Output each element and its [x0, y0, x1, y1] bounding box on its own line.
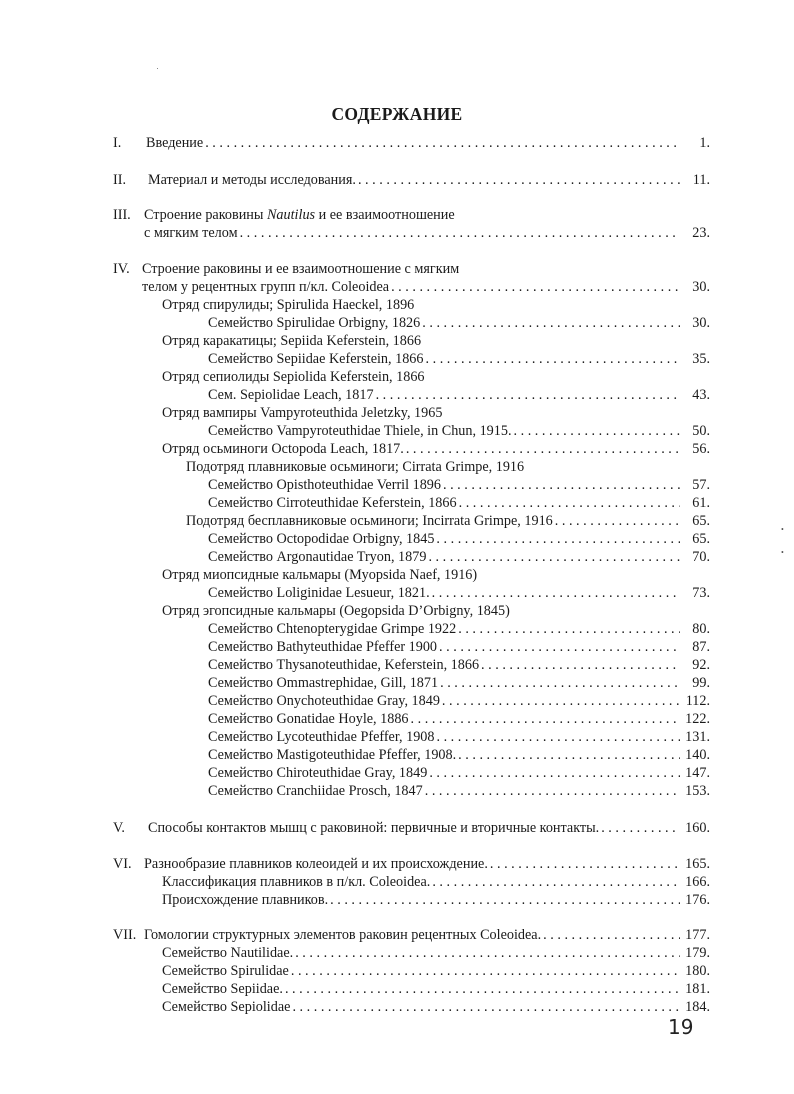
- page-number: 61.: [692, 495, 710, 511]
- toc-row-family[interactable]: [0, 386, 794, 404]
- toc-row-family[interactable]: [0, 728, 794, 746]
- toc-row-order[interactable]: [0, 332, 794, 350]
- toc-row-family[interactable]: [0, 998, 794, 1016]
- toc-row-chapter-6[interactable]: [0, 855, 794, 873]
- leader-dots: [555, 512, 680, 530]
- toc-row-family[interactable]: [0, 764, 794, 782]
- chapter-number: VI.: [113, 856, 132, 872]
- toc-row-family[interactable]: [0, 494, 794, 512]
- toc-label: Происхождение плавников.: [162, 892, 329, 908]
- page-number: 73.: [692, 585, 710, 601]
- leader-dots: [291, 962, 680, 980]
- page-number: 122.: [685, 711, 710, 727]
- toc-label: Подотряд плавниковые осьминоги; Cirrata Grimpe, 1916: [186, 459, 525, 475]
- toc-label: Семейство Chtenopterygidae Grimpe 1922: [208, 621, 457, 637]
- toc-label: Семейство Sepiidae.: [162, 981, 283, 997]
- chapter-number: I.: [113, 135, 122, 151]
- toc-label: Строение раковины и ее взаимоотношение с мягким: [142, 261, 460, 277]
- leader-dots: [432, 584, 680, 602]
- toc-label: телом у рецентных групп п/кл. Coleoidea: [142, 279, 390, 295]
- leader-dots: [458, 620, 680, 638]
- page-number: 35.: [692, 351, 710, 367]
- toc-label: Семейство Loliginidae Lesueur, 1821.: [208, 585, 430, 601]
- handwritten-page-number: 19: [668, 1015, 694, 1039]
- toc-row-family[interactable]: [0, 476, 794, 494]
- toc-label: Сем. Sepiolidae Leach, 1817: [208, 387, 374, 403]
- toc-row-family[interactable]: [0, 944, 794, 962]
- toc-row-chapter-1[interactable]: [0, 134, 794, 152]
- toc-label: Гомологии структурных элементов раковин рецентных Coleoidea.: [144, 927, 542, 943]
- leader-dots: [458, 746, 680, 764]
- toc-row-family[interactable]: [0, 674, 794, 692]
- toc-label: Семейство Onychoteuthidae Gray, 1849: [208, 693, 440, 709]
- toc-row-family[interactable]: [0, 548, 794, 566]
- toc-label: Разнообразие плавников колеоидей и их происхождение.: [144, 856, 488, 872]
- toc-label: Отряд осьминоги Octopoda Leach, 1817.: [162, 441, 404, 457]
- toc-label: Семейство Sepiidae Keferstein, 1866: [208, 351, 424, 367]
- toc-row-order[interactable]: [0, 404, 794, 422]
- scan-mark: •: [781, 525, 784, 534]
- toc-label: Семейство Nautilidae.: [162, 945, 294, 961]
- leader-dots: [391, 278, 680, 296]
- page-number: 30.: [692, 279, 710, 295]
- page-number: 50.: [692, 423, 710, 439]
- leader-dots: [601, 819, 680, 837]
- toc-label: Семейство Mastigoteuthidae Pfeffer, 1908.: [208, 747, 457, 763]
- page-number: 1.: [699, 135, 710, 151]
- toc-label: Материал и методы исследования.: [148, 172, 356, 188]
- toc-row-family[interactable]: [0, 746, 794, 764]
- leader-dots: [426, 350, 681, 368]
- toc-label: Введение: [146, 135, 204, 151]
- toc-label: Отряд каракатицы; Sepiida Keferstein, 1866: [162, 333, 422, 349]
- toc-label: Семейство Lycoteuthidae Pfeffer, 1908: [208, 729, 435, 745]
- toc-label: Подотряд бесплавниковые осьминоги; Incirrata Grimpe, 1916: [186, 513, 553, 529]
- leader-dots: [411, 710, 680, 728]
- page-number: 180.: [685, 963, 710, 979]
- leader-dots: [443, 476, 680, 494]
- chapter-number: IV.: [113, 261, 130, 277]
- toc-row-family[interactable]: [0, 710, 794, 728]
- toc-label: Семейство Chiroteuthidae Gray, 1849: [208, 765, 428, 781]
- page-number: 30.: [692, 315, 710, 331]
- toc-row-suborder[interactable]: [0, 512, 794, 530]
- toc-label: Семейство Gonatidae Hoyle, 1886: [208, 711, 409, 727]
- leader-dots: [425, 782, 680, 800]
- leader-dots: [440, 674, 680, 692]
- page-number: 181.: [685, 981, 710, 997]
- toc-label: Семейство Opisthoteuthidae Verril 1896: [208, 477, 441, 493]
- toc-row-family[interactable]: [0, 638, 794, 656]
- toc-label: Семейство Ommastrephidae, Gill, 1871: [208, 675, 439, 691]
- toc-label: Отряд сепиолиды Sepiolida Keferstein, 1866: [162, 369, 425, 385]
- toc-row-family[interactable]: [0, 980, 794, 998]
- toc-label: Отряд миопсидные кальмары (Myopsida Naef, 1916): [162, 567, 478, 583]
- leader-dots: [376, 386, 680, 404]
- leader-dots: [442, 692, 680, 710]
- toc-label: с мягким телом: [144, 225, 238, 241]
- toc-label: Отряд эгопсидные кальмары (Oegopsida D’Orbigny, 1845): [162, 603, 510, 619]
- page-number: 70.: [692, 549, 710, 565]
- toc-row-order[interactable]: [0, 566, 794, 584]
- toc-label: Семейство Cranchiidae Prosch, 1847: [208, 783, 423, 799]
- page-number: 65.: [692, 513, 710, 529]
- toc-row-family[interactable]: [0, 782, 794, 800]
- leader-dots: [358, 171, 680, 189]
- toc-row-family[interactable]: [0, 584, 794, 602]
- italic-genus: Nautilus: [266, 207, 316, 223]
- leader-dots: [543, 926, 680, 944]
- leader-dots: [436, 530, 680, 548]
- page-title: СОДЕРЖАНИЕ: [331, 103, 463, 124]
- page-number: 179.: [685, 945, 710, 961]
- toc-row-chapter-3[interactable]: [0, 206, 794, 224]
- page-number: 43.: [692, 387, 710, 403]
- chapter-number: VII.: [113, 927, 137, 943]
- toc-label: Семейство Thysanoteuthidae, Keferstein, 1866: [208, 657, 480, 673]
- page-number: 56.: [692, 441, 710, 457]
- toc-label: Семейство Spirulidae Orbigny, 1826: [208, 315, 421, 331]
- toc-label: Семейство Argonautidae Tryon, 1879: [208, 549, 427, 565]
- page-number: 65.: [692, 531, 710, 547]
- leader-dots: [436, 728, 680, 746]
- page-number: 80.: [692, 621, 710, 637]
- page-number: 87.: [692, 639, 710, 655]
- page-number: 11.: [692, 172, 710, 188]
- toc-row-family[interactable]: [0, 962, 794, 980]
- leader-dots: [422, 314, 680, 332]
- leader-dots: [205, 134, 680, 152]
- toc-label: Способы контактов мышц с раковиной: первичные и вторичные контакты.: [148, 820, 600, 836]
- page-number: 177.: [685, 927, 710, 943]
- chapter-number: III.: [113, 207, 131, 223]
- toc-row-order[interactable]: [0, 296, 794, 314]
- page-number: 99.: [692, 675, 710, 691]
- toc-row-family[interactable]: [0, 422, 794, 440]
- toc-row-order[interactable]: [0, 368, 794, 386]
- toc-row-family[interactable]: [0, 620, 794, 638]
- toc-label: Семейство Spirulidae: [162, 963, 289, 979]
- toc-row-family[interactable]: [0, 350, 794, 368]
- leader-dots: [514, 422, 680, 440]
- toc-label: Семейство Bathyteuthidae Pfeffer 1900: [208, 639, 438, 655]
- leader-dots: [490, 855, 680, 873]
- leader-dots: [459, 494, 680, 512]
- page-number: 160.: [685, 820, 710, 836]
- toc-row-order[interactable]: [0, 440, 794, 458]
- toc-label: Классификация плавников в п/кл. Coleoidea.: [162, 874, 431, 890]
- leader-dots: [429, 764, 680, 782]
- toc-label: Семейство Sepiolidae: [162, 999, 291, 1015]
- page-number: 147.: [685, 765, 710, 781]
- page-number: 184.: [685, 999, 710, 1015]
- toc-row-family[interactable]: [0, 692, 794, 710]
- leader-dots: [481, 656, 680, 674]
- toc-label: Отряд спирулиды; Spirulida Haeckel, 1896: [162, 297, 415, 313]
- toc-label: Семейство Vampyroteuthidae Thiele, in Chun, 1915.: [208, 423, 512, 439]
- leader-dots: [406, 440, 680, 458]
- toc-row-family[interactable]: [0, 530, 794, 548]
- toc-row-chapter-2[interactable]: [0, 171, 794, 189]
- toc-row-family[interactable]: [0, 314, 794, 332]
- toc-row-chapter-5[interactable]: [0, 819, 794, 837]
- toc-row[interactable]: [0, 278, 794, 296]
- scan-mark: •: [781, 548, 784, 557]
- toc-row-chapter-4[interactable]: [0, 260, 794, 278]
- toc-row[interactable]: [0, 873, 794, 891]
- toc-label: Семейство Octopodidae Orbigny, 1845: [208, 531, 435, 547]
- page-number: 176.: [685, 892, 710, 908]
- leader-dots: [330, 891, 680, 909]
- scan-speck: [157, 68, 158, 69]
- toc-label: Семейство Cirroteuthidae Keferstein, 1866: [208, 495, 457, 511]
- leader-dots: [292, 998, 680, 1016]
- page-number: 112.: [685, 693, 710, 709]
- page-number: 165.: [685, 856, 710, 872]
- chapter-number: II.: [113, 172, 126, 188]
- chapter-number: V.: [113, 820, 125, 836]
- leader-dots: [432, 873, 680, 891]
- page-number: 166.: [685, 874, 710, 890]
- page-number: 92.: [692, 657, 710, 673]
- toc-row-order[interactable]: [0, 602, 794, 620]
- page-number: 153.: [685, 783, 710, 799]
- leader-dots: [439, 638, 680, 656]
- page-number: 140.: [685, 747, 710, 763]
- page-number: 57.: [692, 477, 710, 493]
- toc-row[interactable]: [0, 891, 794, 909]
- toc-row[interactable]: [0, 224, 794, 242]
- leader-dots: [285, 980, 680, 998]
- leader-dots: [240, 224, 680, 242]
- toc-row-family[interactable]: [0, 656, 794, 674]
- page-number: 131.: [685, 729, 710, 745]
- leader-dots: [428, 548, 680, 566]
- toc-row-chapter-7[interactable]: [0, 926, 794, 944]
- toc-label: Строение раковины Nautilus и ее взаимоотношение: [144, 207, 455, 223]
- toc-label: Отряд вампиры Vampyroteuthida Jeletzky, 1965: [162, 405, 443, 421]
- page-number: 23.: [692, 225, 710, 241]
- toc-row-suborder[interactable]: [0, 458, 794, 476]
- leader-dots: [295, 944, 680, 962]
